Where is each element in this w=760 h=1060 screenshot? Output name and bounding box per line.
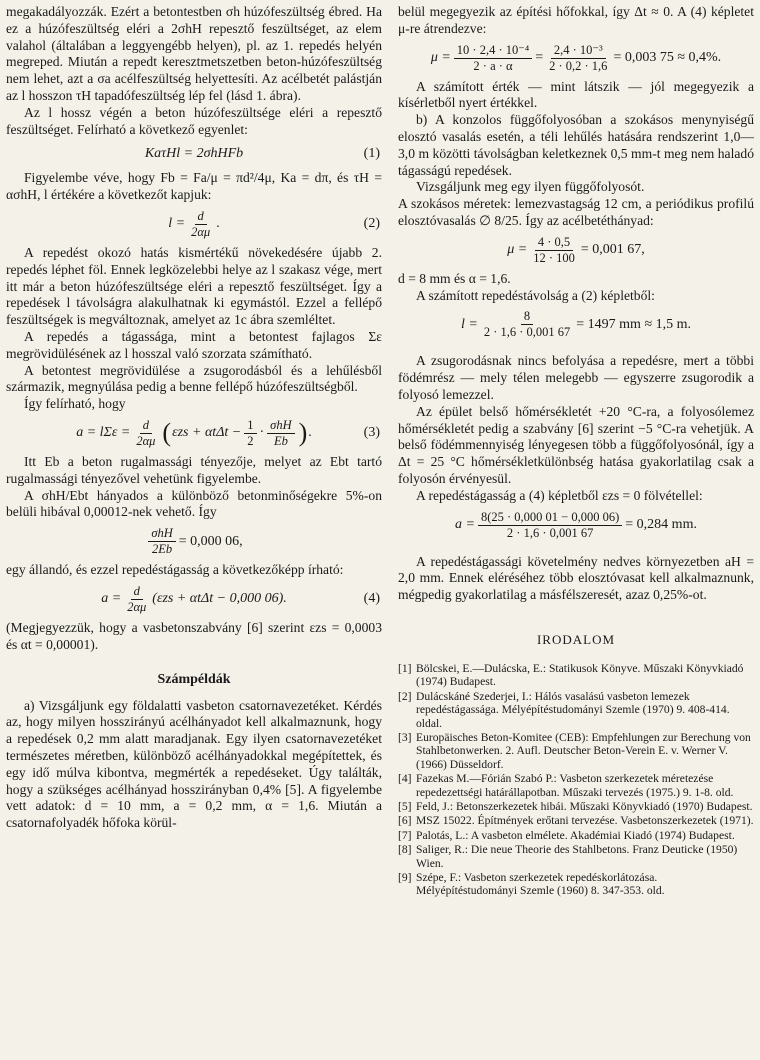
paragraph: A repedés a tágassága, mint a betontest fajlagos Σε megrövidülésének az l hosszal való szorzata számítható. <box>6 328 382 361</box>
equation-rhs: = 0,003 75 ≈ 0,4%. <box>613 50 722 66</box>
equation-rhs: = 0,284 mm. <box>625 517 697 533</box>
reference-number: [4] <box>398 772 412 786</box>
reference-number: [7] <box>398 828 412 842</box>
paragraph: Az l hossz végén a beton húzófeszültsége eléri a repesztő feszültséget. Felírható a következő egyenlet: <box>6 104 382 137</box>
equation-7 <box>398 309 754 340</box>
equation-rhs: (εzs + αtΔt − 0,000 06). <box>152 591 287 607</box>
references-title: IRODALOM <box>536 631 616 647</box>
paragraph: Az épület belső hőmérsékletét +20 °C-ra, a folyosólemez hőmérsékletét pedig a szabvány [6] szerint −5 °C-ra vehetjük. A belső födémmennyiség lényegesen több a függőfolyosónál, így a Δt = 25 °C hőmérsékletkülönbség hatása gyakorlatilag csak a folyosón érvényesül. <box>398 403 754 486</box>
denominator: 12 · 100 <box>533 250 575 265</box>
reference-item <box>398 814 754 827</box>
equation-rhs: = 0,001 67, <box>580 242 645 258</box>
numerator: d <box>140 418 152 434</box>
reference-text: Bölcskei, E.—Dulácska, E.: Statikusok Könyve. Műszaki Könyvkiadó (1974) Budapest. <box>416 661 744 689</box>
reference-number: [6] <box>398 814 412 828</box>
reference-item <box>398 800 754 813</box>
fraction <box>133 418 158 449</box>
reference-item <box>398 843 754 870</box>
paragraph: A betontest megrövidülése a zsugorodásból és a lehűlésből származik, megnyúlása pedig a benne fellépő húzófeszültségből. <box>6 362 382 395</box>
denominator: 2αμ <box>191 224 211 239</box>
denominator: 2 <box>247 433 254 448</box>
equation-number: (2) <box>363 216 380 232</box>
reference-text: Europäisches Beton-Komitee (CEB): Empfehlungen zur Berechung von Stahlbetonwerken. 2. Aufl. Deutscher Beton-Verein E. v. Werner V. (1966) Düsseldorf. <box>416 730 751 771</box>
numerator: d <box>131 584 143 600</box>
reference-number: [3] <box>398 730 412 744</box>
equation-number: (3) <box>363 425 380 441</box>
numerator: 8(25 · 0,000 01 − 0,000 06) <box>478 510 622 526</box>
denominator: Eb <box>273 433 288 448</box>
reference-text: Feld, J.: Betonszerkezetek hibái. Műszaki Könyvkiadó (1970) Budapest. <box>416 799 753 813</box>
section-title: Számpéldák <box>157 671 231 687</box>
paragraph: d = 8 mm és α = 1,6. <box>398 270 511 286</box>
equation-rhs: = 0,000 06, <box>178 533 243 549</box>
equation-1 <box>6 143 382 165</box>
denominator: 2αμ <box>136 433 156 448</box>
reference-text: Saliger, R.: Die neue Theorie des Stahlbetons. Franz Deuticke (1950) Wien. <box>416 843 738 870</box>
reference-item <box>398 772 754 799</box>
reference-text: Dulácskáné Szederjei, I.: Hálós vasalású vasbeton lemezek repedéstágassága. Mélyépítéstudományi Szemle (1970) 9. 408-414. oldal. <box>416 689 730 730</box>
numerator: 2,4 · 10⁻³ <box>551 43 606 59</box>
reference-number: [8] <box>398 843 412 857</box>
reference-number: [5] <box>398 799 412 813</box>
reference-number: [2] <box>398 689 412 703</box>
equation-rhs: = 1497 mm ≈ 1,5 m. <box>576 316 692 332</box>
paragraph: A σhH/Ebt hányados a különböző betonminőségekre 5%-on belüli hibával 0,00012-nek vehető. Így <box>6 487 382 520</box>
numerator: σhH <box>267 418 294 434</box>
equation-2: l = $\frac{d}{2\alpha\mu}$ . (2) <box>168 208 380 239</box>
fraction <box>454 43 532 74</box>
reference-item <box>398 829 754 842</box>
equation-lhs: a = lΣε = <box>76 425 131 441</box>
left-column <box>6 4 382 832</box>
equation-3: a = lΣε = $\frac{d}{2\alpha\mu}$ ( εzs + αtΔt − $\frac{1}{2}$ · $\frac{\text{σhH}}{Eb}$ ) . (3) <box>76 417 380 448</box>
paragraph: A számított repedéstávolság a (2) képletből: <box>416 287 655 303</box>
reference-item <box>398 871 754 898</box>
reference-item <box>398 690 754 730</box>
paragraph: a) Vizsgáljunk egy földalatti vasbeton csatornavezetéket. Kérdés az, hogy milyen hosszirányú acélhányadot kell alkalmaznunk, hogy a repedések 0,2 mm alatt maradjanak. Egy ilyen csatornavezetéket természetes méretben, különböző acélhányadokkal megépítettek, és egy idő múlva kibontva, megmérték a repedéseket. Úgy találták, hogy a szükséges acélhányad hosszirányban 0,4% [5]. A figyelembe vett adatok: d = 10 mm, a = 0,2 mm, α = 1,6. Miután a csatornafolyadék hőfoka körül- <box>6 697 382 831</box>
numerator: 10 · 2,4 · 10⁻⁴ <box>454 43 532 59</box>
equation-lhs: a = <box>455 517 475 533</box>
equation-lhs: a = <box>101 591 122 607</box>
equation-number: (1) <box>363 146 380 162</box>
denominator: 2 · 0,2 · 1,6 <box>549 58 608 73</box>
equation-8 <box>398 510 754 541</box>
numerator: σhH <box>148 526 175 542</box>
denominator: 2αμ <box>127 599 147 614</box>
paragraph: A szokásos méretek: lemezvastagság 12 cm, a periódikus profilú elosztóvasalás ∅ 8/25. Így az acélbetéthányad: <box>398 196 754 228</box>
reference-text: Palotás, L.: A vasbeton elmélete. Akadémiai Kiadó (1974) Budapest. <box>416 828 735 842</box>
fraction <box>481 309 573 340</box>
fraction <box>530 235 578 266</box>
paragraph: Figyelembe véve, hogy Fb = Fa/μ = πd²/4μ, Ka = dπ, és τH = ασhH, l értékére a következőt kapjuk: <box>6 170 382 203</box>
equation-middle: εzs + αtΔt − <box>172 425 242 441</box>
equation-lhs: μ = <box>430 50 451 66</box>
paragraph: egy állandó, és ezzel repedéstágasság a következőképp írható: <box>6 562 344 578</box>
equation-6 <box>398 235 754 266</box>
paragraph: (Megjegyezzük, hogy a vasbetonszabvány [6] szerint εzs = 0,0003 és αt = 0,00001). <box>6 619 382 652</box>
reference-number: [1] <box>398 661 412 675</box>
reference-text: Fazekas M.—Fórián Szabó P.: Vasbeton szerkezetek méretezése repedezettségi határállapotban. Műszaki tervezés (1975.) 9. 1-8. old. <box>416 772 734 799</box>
paragraph: A számított érték — mint látszik — jól megegyezik a kísérletből nyert értékkel. <box>398 78 754 111</box>
fraction <box>124 584 149 615</box>
numerator: 1 <box>244 418 256 434</box>
reference-text: Szépe, F.: Vasbeton szerkezetek repedéskorlátozása. Mélyépítéstudományi Szemle (1960) 8. 347-353. old. <box>416 871 665 898</box>
reference-number: [9] <box>398 871 412 885</box>
fraction <box>478 510 622 541</box>
denominator: 2 · 1,6 · 0,001 67 <box>483 325 571 340</box>
denominator: 2 · a · α <box>473 58 513 73</box>
paragraph: megakadályozzák. Ezért a betontestben σh húzófeszültség ébred. Ha ez a húzófeszültség eléri a 2σhH repesztő feszültséget, az elem valahol (általában a leggyengébb helyen), pl. az 1. repedés helyén megreped. Miután a repedt keresztmetszetben beton-húzófeszültség nem lehet, azt a σa acélfeszültség helyettesíti. Az acélbetét palástján az l hosszon τH tapadófeszültség lép fel (lásd 1. ábra). <box>6 4 382 103</box>
references-list <box>398 662 754 898</box>
equation-4 <box>6 584 382 615</box>
paragraph: Így felírható, hogy <box>24 396 126 412</box>
paragraph: A repedéstágasság a (4) képletből εzs = 0 fölvétellel: <box>416 487 703 503</box>
denominator: 2Eb <box>151 542 173 557</box>
denominator: 2 · 1,6 · 0,001 67 <box>506 525 594 540</box>
reference-item <box>398 662 754 689</box>
fraction <box>267 418 294 449</box>
paragraph: Itt Eb a beton rugalmassági tényezője, melyet az Ebt tartó rugalmassági tényezővel vehetünk figyelembe. <box>6 453 382 486</box>
paragraph: A zsugorodásnak nincs befolyása a repedésre, mert a többi födémrész — mely télen melegebb — egyszerre zsugorodik a folyosó lemezzel. <box>398 353 754 402</box>
right-column <box>398 4 754 899</box>
equation-constant <box>6 526 382 557</box>
equation-lhs: μ = <box>507 242 528 258</box>
fraction <box>148 526 175 557</box>
equation-number: (4) <box>363 591 380 607</box>
fraction <box>546 43 610 74</box>
numerator: 4 · 0,5 <box>535 235 573 251</box>
paragraph: b) A konzolos függőfolyosóban a szokásos menynyiségű elosztó vasalás esetén, a téli lehűlés hatására rendszerint 1,0—3,0 m közötti távolságban keletkeznek 0,5 mm-t meg nem haladó tágasságú repedések. <box>398 112 754 178</box>
paragraph: belül megegyezik az építési hőfokkal, így Δt ≈ 0. A (4) képletet μ-re átrendezve: <box>398 4 754 36</box>
fraction <box>188 209 213 240</box>
paragraph: Vizsgáljunk meg egy ilyen függőfolyosót. <box>416 179 645 195</box>
numerator: 8 <box>521 309 533 325</box>
numerator: d <box>195 209 207 225</box>
paragraph: A repedést okozó hatás kismértékű növekedésére újabb 2. repedés léphet föl. Ennek legközelebbi helye az l szakasz vége, mert itt már a beton húzófeszültsége eléri a repesztő feszültséget. Így a repedések l távolságra alakulhatnak ki egymástól. Ezzel a fellépő feszültségek is megváltoznak, amelyet az 1c ábra szemléltet. <box>6 244 382 328</box>
equation-5: μ = $\frac{\text{10 · 2,4 · 10⁻⁴}}{2 \cdot a \cdot \alpha}$ = $\frac{\text{2,4 · 10⁻³}}{2 \cdot 0,2 \cdot 1,6}$ = 0,003 75 ≈ 0,4%. <box>430 42 722 73</box>
reference-text: MSZ 15022. Építmények erőtani tervezése. Vasbetonszerkezetek (1971). <box>416 814 754 828</box>
reference-item <box>398 731 754 771</box>
paragraph: A repedéstágassági követelmény nedves környezetben aH = 2,0 mm. Ennek eléréséhez több elosztóvasat kell alkalmaznunk, mégpedig gyakorlatilag a másfélszeresét, azaz 0,25%-ot. <box>398 553 754 603</box>
equation-lhs: l = <box>460 316 478 332</box>
fraction <box>244 418 256 449</box>
equation-body: KaτHl = 2σhHFb <box>144 146 244 162</box>
equation-lhs: l = <box>168 216 186 232</box>
